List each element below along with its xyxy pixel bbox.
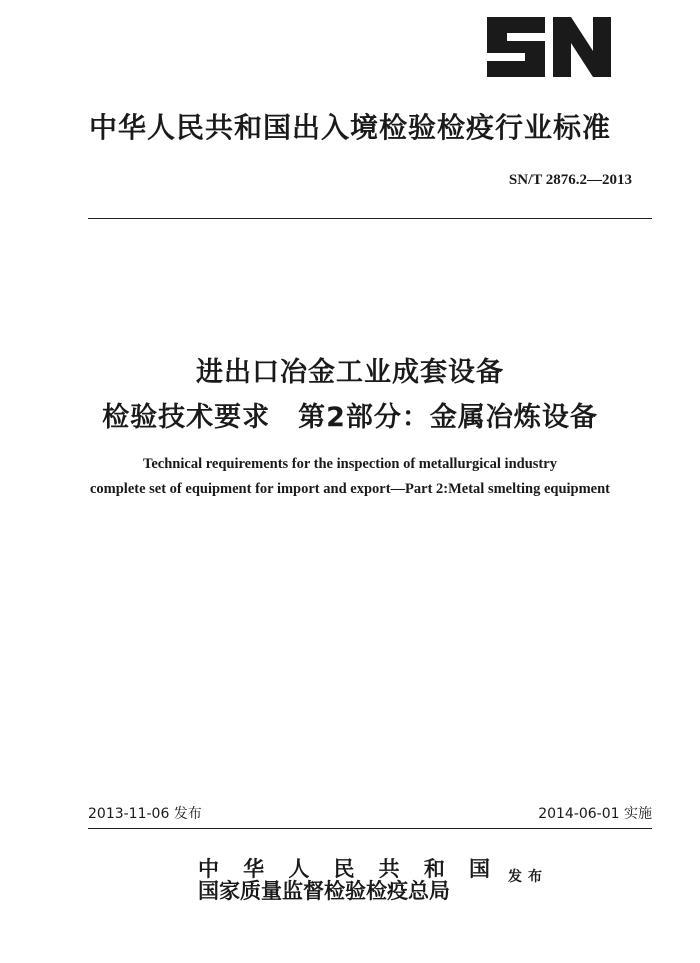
english-title-line-2: complete set of equipment for import and export—Part 2:Metal smelting equipment — [89, 481, 611, 497]
issue-date: 2013-11-06 发布 — [88, 806, 202, 822]
standard-number: SN/T 2876.2—2013 — [508, 172, 632, 188]
chinese-title-line-2: 检验技术要求 第2部分：金属冶炼设备 — [102, 402, 598, 433]
issue-label: 发布 — [508, 869, 548, 885]
implementation-date: 2014-06-01 实施 — [538, 806, 652, 822]
chinese-title-line-1: 进出口冶金工业成套设备 — [196, 357, 504, 388]
top-divider — [88, 218, 652, 219]
sn-logo — [483, 13, 615, 81]
issuer-line-2: 国家质量监督检验检疫总局 — [198, 878, 450, 903]
english-title-line-1: Technical requirements for the inspection of metallurgical industry — [143, 456, 557, 472]
bottom-divider — [88, 828, 652, 829]
industry-standard-title: 中华人民共和国出入境检验检疫行业标准 — [88, 111, 611, 144]
sn-logo-mark — [483, 13, 615, 81]
issuer-line-1: 中华人民共和国 — [198, 856, 490, 881]
